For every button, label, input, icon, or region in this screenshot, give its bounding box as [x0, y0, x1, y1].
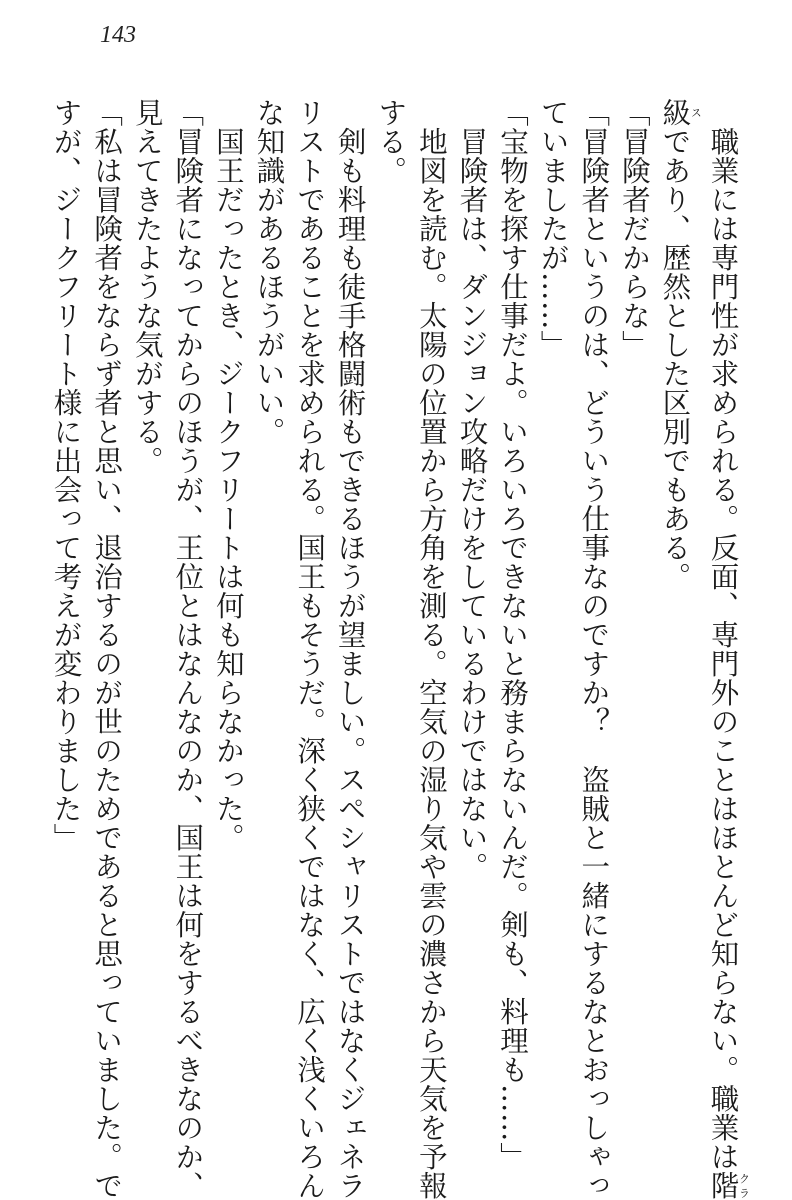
text-line-4: 「冒険者というのは、どういう仕事なのですか？ 盗賊と一緒にするなとおっしゃっ: [577, 98, 611, 1200]
text-line-9: する。: [374, 98, 408, 185]
ruby-kai-reading: クラ: [737, 1171, 751, 1200]
text-line-15: 見えてきたような気がする。: [130, 98, 164, 475]
text-line-12: な知識があるほうがいい。: [252, 98, 286, 446]
text-line-3: 「冒険者だからな」: [617, 98, 651, 359]
ruby-kyu: 級ス: [658, 98, 703, 127]
text-line-14: 「冒険者になってからのほうが、王位とはなんなのか、国王は何をするべきなのか、: [171, 98, 205, 1200]
text-line-16: 「私は冒険者をならず者と思い、退治するのが世のためであると思っていました。で: [90, 98, 124, 1200]
text-line-6: 「宝物を探す仕事だよ。いろいろできないと務まらないんだ。剣も、料理も……」: [496, 98, 530, 1171]
text-line-8: 地図を読む。太陽の位置から方角を測る。空気の湿り気や雲の濃さから天気を予報: [414, 98, 448, 1200]
text-line-10: 剣も料理も徒手格闘術もできるほうが望ましい。スペシャリストではなくジェネラ: [333, 98, 367, 1200]
vertical-text-body: [30, 98, 751, 1200]
text-line-13: 国王だったとき、ジークフリートは何も知らなかった。: [211, 98, 245, 852]
text-line-2-content: であり、歴然とした区別でもある。: [658, 127, 692, 591]
ruby-kai: 階クラ: [706, 1171, 751, 1200]
text-line-5: ていましたが……」: [536, 98, 570, 359]
text-line-1-content: 職業には専門性が求められる。反面、専門外のことはほとんど知らない。職業は: [706, 98, 740, 1171]
text-line-7: 冒険者は、ダンジョン攻略だけをしているわけではない。: [455, 98, 489, 881]
text-line-1: [702, 98, 751, 1200]
ruby-kyu-reading: ス: [689, 98, 703, 127]
text-line-11: リストであることを求められる。国王もそうだ。深く狭くではなく、広く浅くいろん: [293, 98, 327, 1200]
page-number: 143: [100, 22, 136, 48]
text-line-17: すが、ジークフリート様に出会って考えが変わりました」: [49, 98, 83, 852]
text-line-2: [654, 98, 702, 1178]
